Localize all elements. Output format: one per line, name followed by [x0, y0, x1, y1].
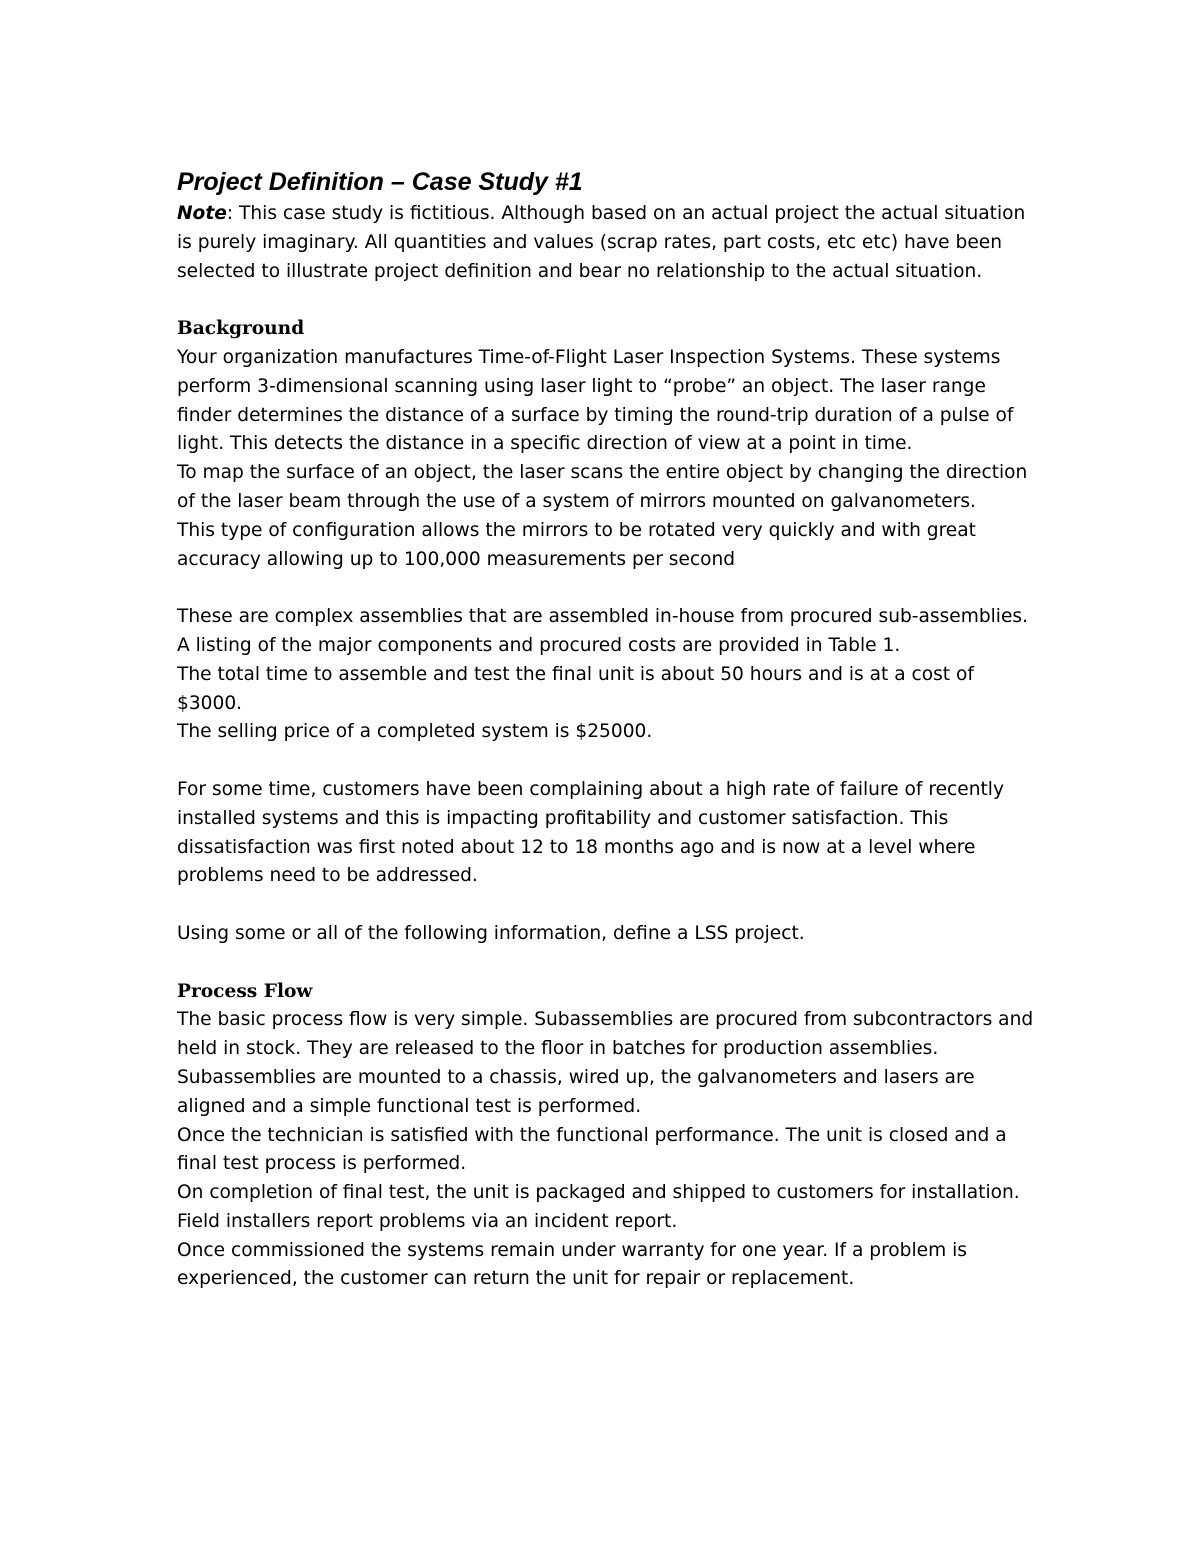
- note-paragraph: [177, 200, 1037, 286]
- document-page: [177, 164, 1037, 1294]
- background-paragraph-7: For some time, customers have been complaining about a high rate of failure of recently installed systems and this is impacting profitability and customer satisfaction. This dissatisfaction was first noted about 12 to 18 months ago and is now at a level where problems need to be addressed.: [177, 778, 1004, 887]
- background-paragraph-4: These are complex assemblies that are assembled in-house from procured sub-assemblies. A listing of the major components and procured costs are provided in Table 1.: [177, 606, 1028, 656]
- background-paragraph-1: Your organization manufactures Time-of-Flight Laser Inspection Systems. These systems perform 3-dimensional scanning using laser light to “probe” an object. The laser range finder determines the distance of a surface by timing the round-trip duration of a pulse of light. This detects the distance in a specific direction of view at a point in time.: [177, 346, 1014, 455]
- process-flow-paragraph-4: Once commissioned the systems remain under warranty for one year. If a problem is experienced, the customer can return the unit for repair or replacement.: [177, 1239, 967, 1290]
- note-text: : This case study is fictitious. Although based on an actual project the actual situation is purely imaginary. All quantities and values (scrap rates, part costs, etc etc) have been selected to illustrate project definition and bear no relationship to the actual situation.: [177, 203, 1026, 282]
- background-paragraph-3: This type of configuration allows the mirrors to be rotated very quickly and with great accuracy allowing up to 100,000 measurements per second: [177, 519, 976, 570]
- document-title: Project Definition – Case Study #1: [177, 168, 583, 196]
- process-flow-paragraph-3: On completion of final test, the unit is packaged and shipped to customers for installation. Field installers report problems via an incident report.: [177, 1182, 1020, 1232]
- note-label: Note: [177, 203, 227, 224]
- background-paragraph-6: The selling price of a completed system is $25000.: [177, 721, 653, 743]
- background-paragraph-2: To map the surface of an object, the laser scans the entire object by changing the direction of the laser beam through the use of a system of mirrors mounted on galvanometers.: [177, 462, 1028, 512]
- process-flow-paragraph-2: Once the technician is satisfied with the functional performance. The unit is closed and a final test process is performed.: [177, 1124, 1007, 1175]
- process-flow-paragraph-1: The basic process flow is very simple. Subassemblies are procured from subcontractors and held in stock. They are released to the floor in batches for production assemblies. Subassemblies are mounted to a chassis, wired up, the galvanometers and lasers are aligned and a simple functional test is performed.: [177, 1009, 1034, 1117]
- background-heading: Background: [177, 318, 305, 340]
- process-flow-heading: Process Flow: [177, 980, 313, 1002]
- background-paragraph-8: Using some or all of the following information, define a LSS project.: [177, 922, 805, 944]
- background-paragraph-5: The total time to assemble and test the final unit is about 50 hours and is at a cost of $3000.: [177, 663, 974, 714]
